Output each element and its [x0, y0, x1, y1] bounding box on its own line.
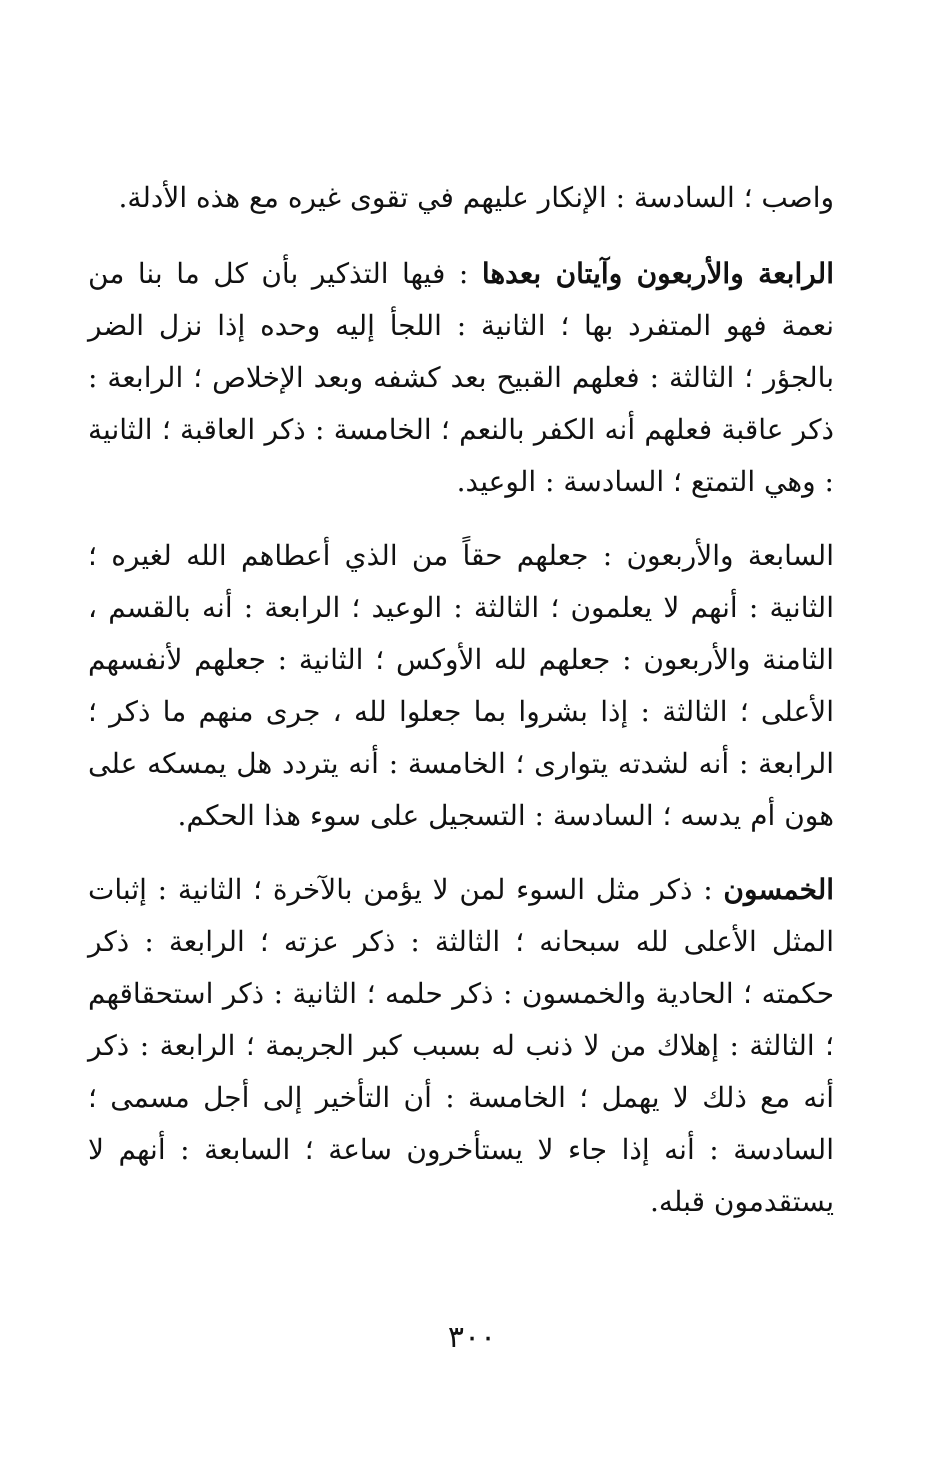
paragraph-4-text: : ذكر مثل السوء لمن لا يؤمن بالآخرة ؛ الثانية : إثبات المثل الأعلى لله سبحانه ؛ الثالثة : ذكر عزته ؛ الرابعة : ذكر حكمته ؛ الحادية والخمسون : ذكر حلمه ؛ الثانية : ذكر استحقاقهم ؛ الثالثة : إهلاك من لا ذنب له بسبب كبر الجريمة ؛ الرابعة : ذكر أنه مع ذلك لا يهمل ؛ الخامسة : أن التأخير إلى أجل مسمى ؛ السادسة : أنه إذا جاء لا يستأخرون ساعة ؛ السابعة : أنهم لا يستقدمون قبله. — [88, 873, 834, 1218]
paragraph-4-lead: الخمسون — [723, 873, 834, 906]
paragraph-3-text: السابعة والأربعون : جعلهم حقاً من الذي أعطاهم الله لغيره ؛ الثانية : أنهم لا يعلمون ؛ الثالثة : الوعيد ؛ الرابعة : أنه بالقسم ، الثامنة والأربعون : جعلهم لله الأوكس ؛ الثانية : جعلهم لأنفسهم الأعلى ؛ الثالثة : إذا بشروا بما جعلوا لله ، جرى منهم ما ذكر ؛ الرابعة : أنه لشدته يتوارى ؛ الخامسة : أنه يتردد هل يمسكه على هون أم يدسه ؛ السادسة : التسجيل على سوء هذا الحكم. — [88, 539, 834, 832]
paragraph-1-text: واصب ؛ السادسة : الإنكار عليهم في تقوى غيره مع هذه الأدلة. — [118, 181, 834, 214]
paragraph-4 — [88, 864, 834, 1228]
paragraph-2-text: : فيها التذكير بأن كل ما بنا من نعمة فهو المتفرد بها ؛ الثانية : اللجأ إليه وحده إذا نزل الضر بالجؤر ؛ الثالثة : فعلهم القبيح بعد كشفه وبعد الإخلاص ؛ الرابعة : ذكر عاقبة فعلهم أنه الكفر بالنعم ؛ الخامسة : ذكر العاقبة ؛ الثانية : وهي التمتع ؛ السادسة : الوعيد. — [88, 257, 834, 498]
page-text-block — [88, 172, 834, 1250]
paragraph-2-lead: الرابعة والأربعون وآيتان بعدها — [481, 257, 834, 290]
paragraph-3 — [88, 530, 834, 842]
paragraph-2 — [88, 248, 834, 508]
paragraph-1 — [88, 172, 834, 224]
page-number: ٣٠٠ — [447, 1320, 497, 1355]
